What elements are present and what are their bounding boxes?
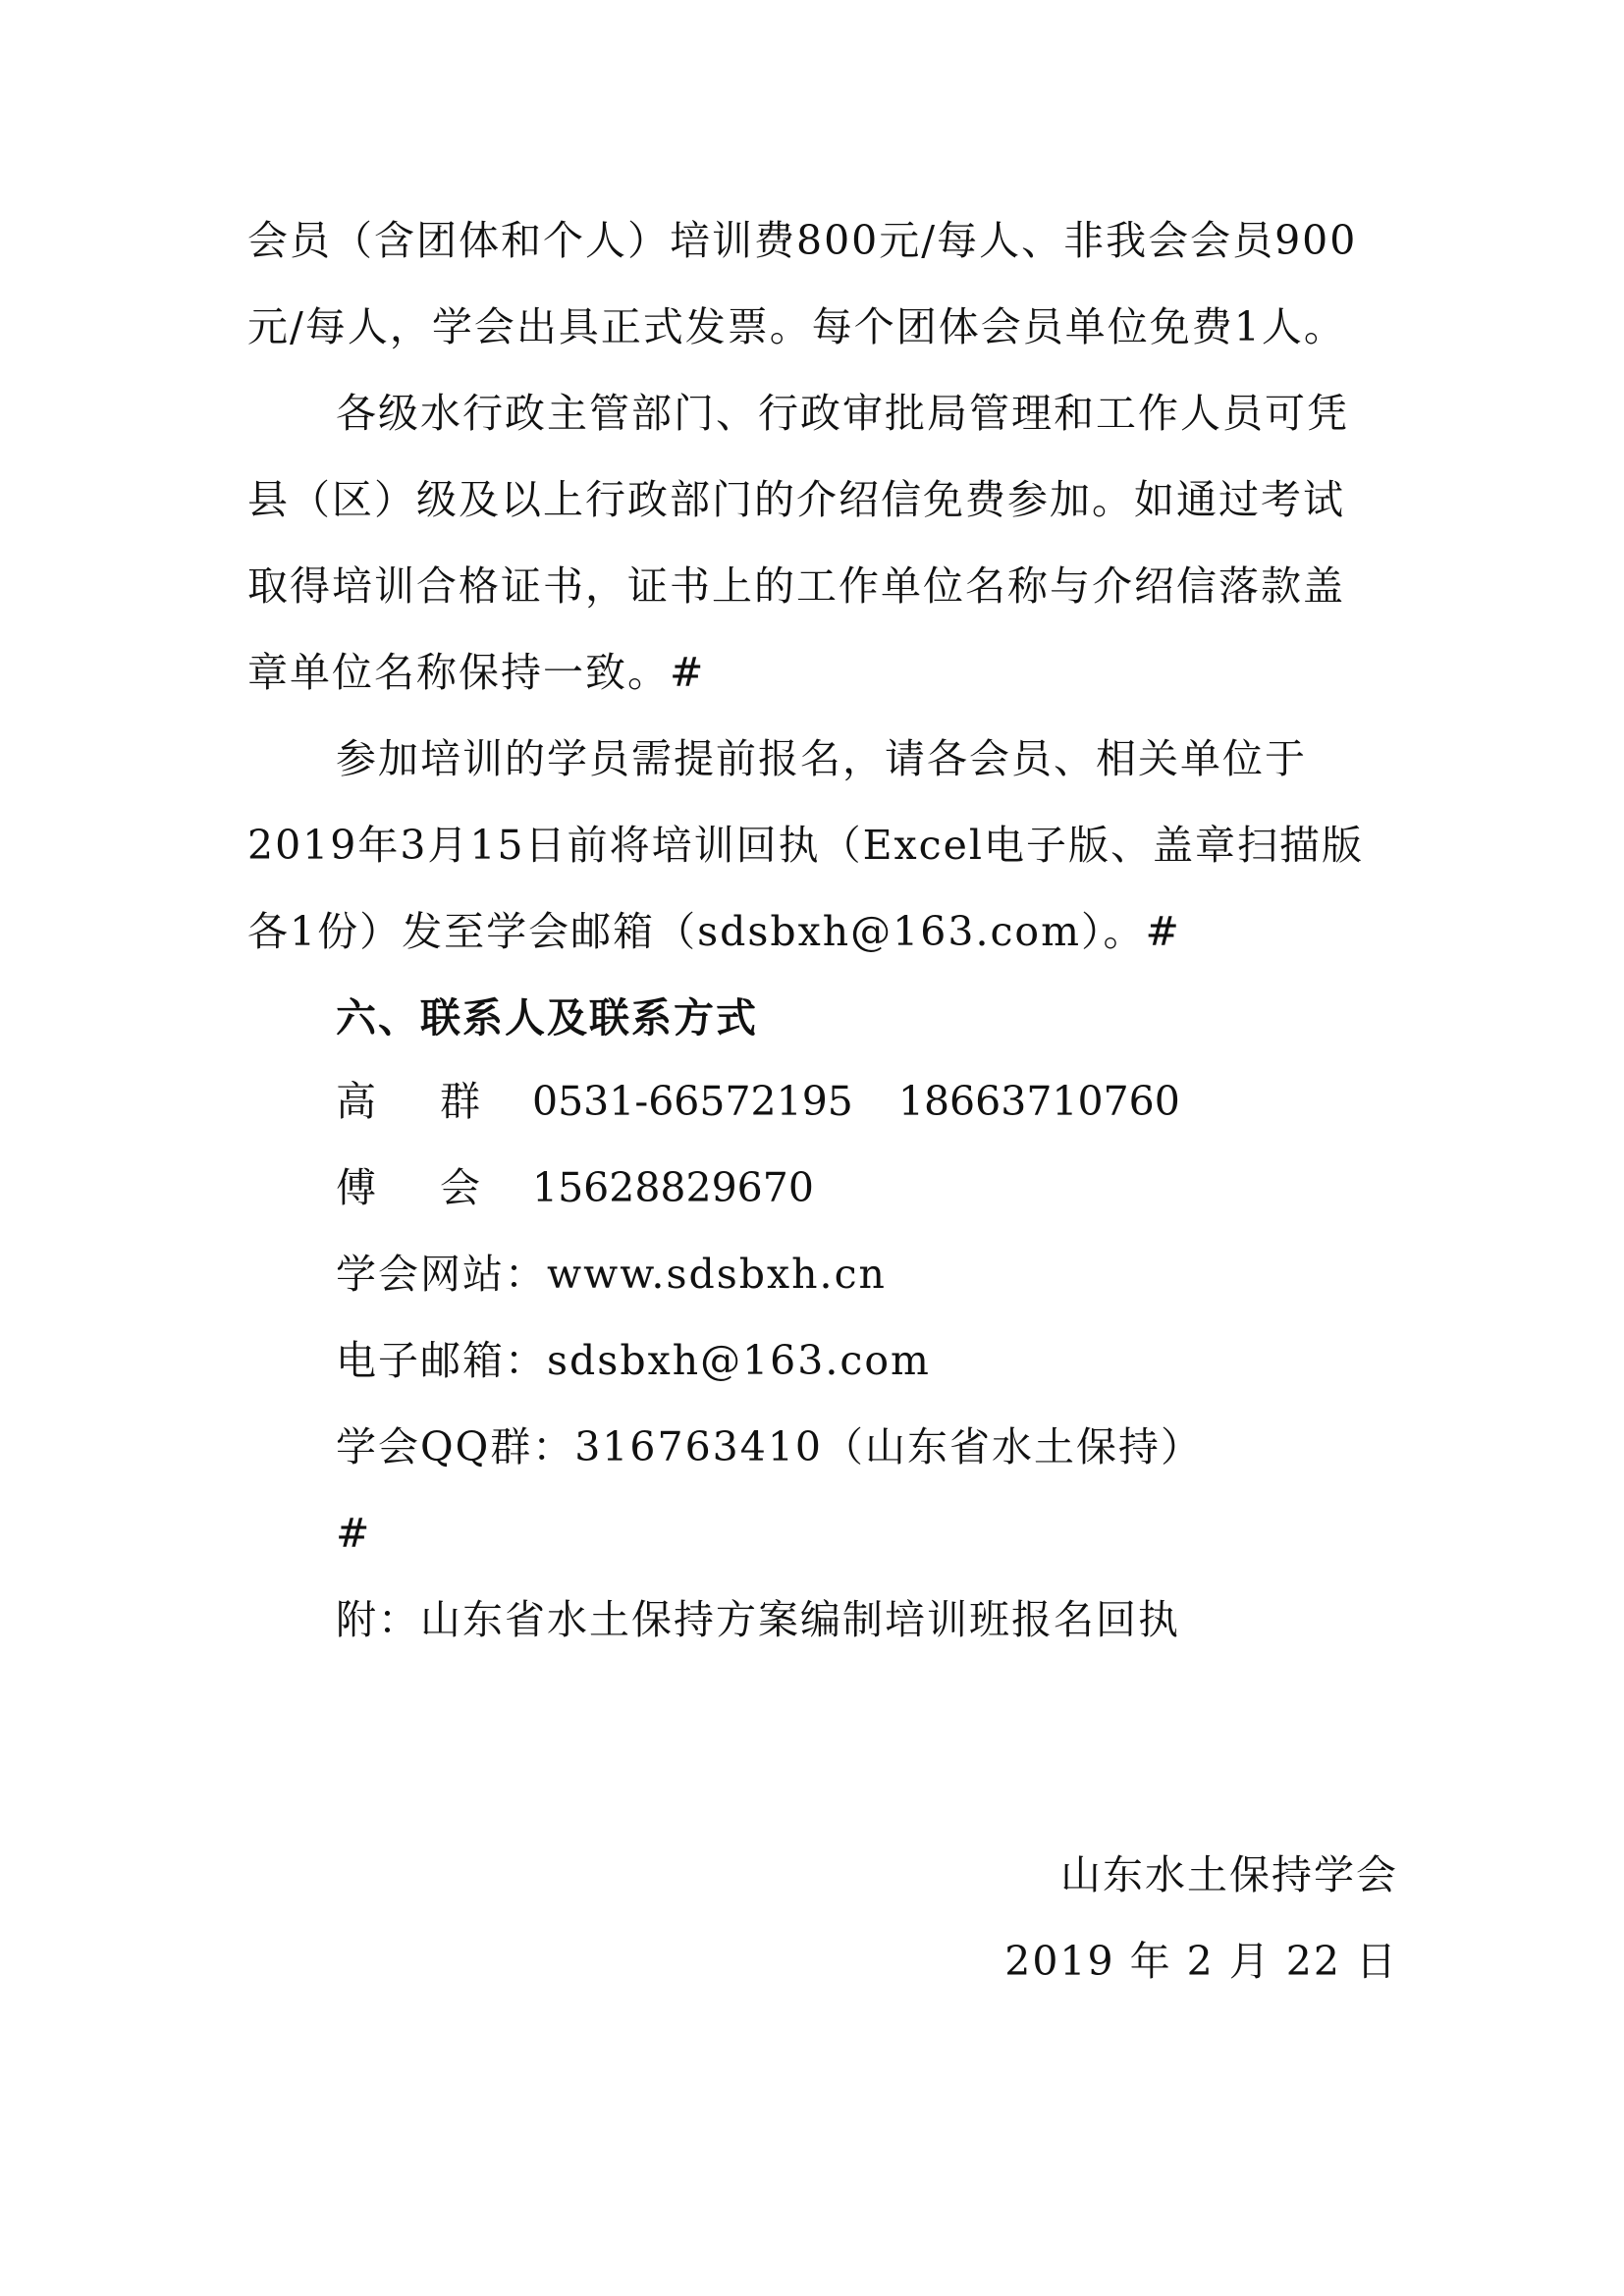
paragraph-fee-line-2: 元/每人，学会出具正式发票。每个团体会员单位免费1人。 [247,303,1346,350]
email-line: 电子邮箱：sdsbxh@163.com [336,1337,931,1384]
qq-group-line: 学会QQ群：316763410（山东省水土保持） [336,1423,1203,1470]
paragraph-mark: # [336,1510,372,1557]
paragraph-signup-line-3: 各1份）发至学会邮箱（sdsbxh@163.com）。# [247,908,1181,955]
contact-row [336,1072,1485,1131]
paragraph-signup-line-2: 2019年3月15日前将培训回执（Excel电子版、盖章扫描版 [247,822,1364,869]
section-heading-contacts: 六、联系人及联系方式 [336,994,758,1041]
contact-name: 高 群 [336,1078,507,1125]
contact-phone: 0531-66572195 [532,1078,853,1125]
contact-mobile: 15628829670 [532,1164,814,1211]
signature-date: 2019 年 2 月 22 日 [1004,1938,1398,1985]
signature-organization: 山东水土保持学会 [1060,1851,1398,1898]
paragraph-admin-line-2: 县（区）级及以上行政部门的介绍信免费参加。如通过考试 [247,476,1345,523]
contact-mobile: 18663710760 [897,1078,1180,1125]
contact-row [336,1158,1485,1217]
paragraph-admin-line-3: 取得培训合格证书，证书上的工作单位名称与介绍信落款盖 [247,562,1345,610]
website-line: 学会网站：www.sdsbxh.cn [336,1251,887,1298]
attachment-line: 附：山东省水土保持方案编制培训班报名回执 [336,1596,1180,1643]
paragraph-admin-line-4: 章单位名称保持一致。# [247,649,706,696]
paragraph-signup-line-1: 参加培训的学员需提前报名，请各会员、相关单位于 [336,735,1307,782]
paragraph-fee-line-1: 会员（含团体和个人）培训费800元/每人、非我会会员900 [247,217,1358,264]
contact-name: 傅 会 [336,1164,507,1211]
paragraph-admin-line-1: 各级水行政主管部门、行政审批局管理和工作人员可凭 [336,390,1349,437]
